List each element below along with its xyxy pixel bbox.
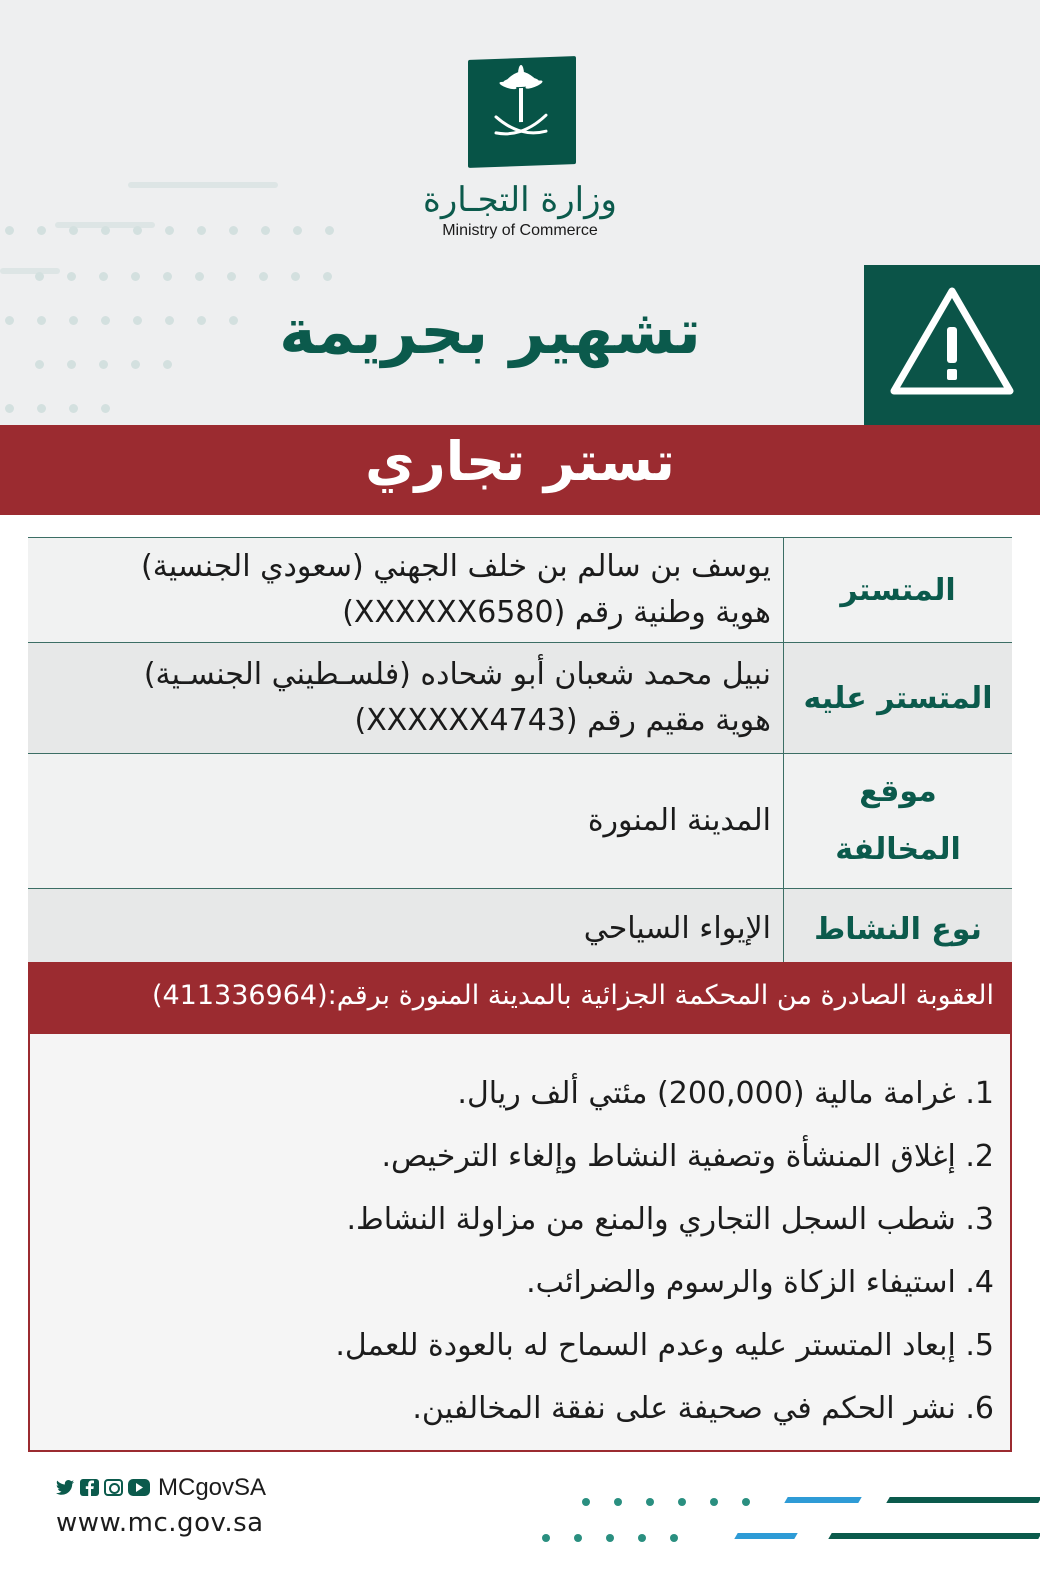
decor-dot [35, 272, 44, 281]
subtitle: تستر تجاري [365, 430, 675, 493]
decor-dot [131, 272, 140, 281]
social-handle[interactable]: MCgovSA [158, 1474, 267, 1501]
decor-dot [229, 316, 238, 325]
table-row [28, 889, 1012, 970]
decor-dot [165, 226, 174, 235]
decor-dot [99, 272, 108, 281]
decor-dot [99, 360, 108, 369]
list-item [30, 1125, 994, 1188]
list-item [30, 1377, 994, 1440]
decor-dot [293, 226, 302, 235]
decor-dot [163, 360, 172, 369]
row-value: الإيواء السياحي [28, 889, 784, 970]
decor-dot [69, 316, 78, 325]
decor-dot [291, 272, 300, 281]
page-title: تشهير بجريمة [279, 295, 701, 368]
decor-line [0, 268, 60, 274]
decor-dot [325, 226, 334, 235]
list-item [30, 1062, 994, 1125]
decor-dot [133, 316, 142, 325]
row-label: المتستر عليه [784, 643, 1013, 754]
item-text: إغلاق المنشأة وتصفية النشاط وإلغاء الترخيص. [381, 1139, 956, 1174]
ministry-logo [468, 56, 576, 168]
decor-dot [259, 272, 268, 281]
decor-line [128, 182, 278, 188]
decor-dot [131, 360, 140, 369]
decor-dot [69, 404, 78, 413]
item-text: غرامة مالية (200,000) مئتي ألف ريال. [457, 1076, 956, 1111]
ministry-name-en: Ministry of Commerce [442, 222, 598, 239]
value-line: نبيل محمد شعبان أبو شحاده (فلسـطيني الجنسـية) [143, 657, 771, 692]
decor-dot [69, 226, 78, 235]
info-table [28, 537, 1012, 970]
decor-dot [261, 226, 270, 235]
decor-dot [742, 1498, 750, 1506]
decor-line [734, 1533, 797, 1539]
header [0, 0, 1040, 425]
item-number: 3. [965, 1202, 994, 1237]
decor-dot [542, 1534, 550, 1542]
decor-dot [101, 404, 110, 413]
row-value [28, 538, 784, 643]
decor-dot [37, 404, 46, 413]
decor-dot [323, 272, 332, 281]
decor-dot [197, 226, 206, 235]
decor-dot [229, 226, 238, 235]
decor-dot [670, 1534, 678, 1542]
list-item [30, 1251, 994, 1314]
warning-triangle-icon [864, 265, 1040, 425]
decor-dot [646, 1498, 654, 1506]
decor-dot [67, 360, 76, 369]
decor-dot [163, 272, 172, 281]
item-number: 1. [965, 1076, 994, 1111]
decor-dot [197, 316, 206, 325]
row-value [28, 643, 784, 754]
table-row [28, 538, 1012, 643]
decor-dot [133, 226, 142, 235]
decor-dot [606, 1534, 614, 1542]
penalty-list [30, 1034, 1010, 1440]
youtube-icon[interactable] [128, 1479, 150, 1496]
decor-dot [5, 316, 14, 325]
item-text: إبعاد المتستر عليه وعدم السماح له بالعودة للعمل. [335, 1328, 956, 1363]
decor-dot [638, 1534, 646, 1542]
palm-swords-icon [468, 56, 576, 168]
item-text: شطب السجل التجاري والمنع من مزاولة النشاط. [346, 1202, 956, 1237]
decor-dot [101, 226, 110, 235]
decor-dot [5, 226, 14, 235]
row-value: المدينة المنورة [28, 754, 784, 889]
warning-box [864, 265, 1040, 425]
item-number: 6. [965, 1391, 994, 1426]
decor-dot [5, 404, 14, 413]
decor-dot [67, 272, 76, 281]
decor-dot [37, 316, 46, 325]
decor-dot [582, 1498, 590, 1506]
table-row [28, 754, 1012, 889]
list-item [30, 1314, 994, 1377]
item-text: استيفاء الزكاة والرسوم والضرائب. [526, 1265, 956, 1300]
twitter-icon[interactable] [56, 1479, 75, 1496]
penalty-heading: العقوبة الصادرة من المحكمة الجزائية بالمدينة المنورة برقم:(411336964) [28, 962, 1012, 1034]
label-line: المخالفة [835, 832, 961, 867]
item-number: 2. [965, 1139, 994, 1174]
value-line: هوية وطنية رقم (XXXXXX6580) [342, 595, 771, 630]
decor-dot [227, 272, 236, 281]
ministry-name-ar: وزارة التجـارة [423, 180, 617, 220]
decor-dot [195, 272, 204, 281]
decor-line [886, 1497, 1040, 1503]
website-url[interactable]: www.mc.gov.sa [56, 1508, 264, 1538]
row-label: نوع النشاط [784, 889, 1013, 970]
decor-dot [165, 316, 174, 325]
facebook-icon[interactable] [80, 1479, 99, 1496]
value-line: هوية مقيم رقم (XXXXXX4743) [354, 703, 771, 738]
decor-dot [37, 226, 46, 235]
instagram-icon[interactable] [104, 1479, 123, 1496]
decor-dot [678, 1498, 686, 1506]
item-text: نشر الحكم في صحيفة على نفقة المخالفين. [412, 1391, 956, 1426]
decor-dot [35, 360, 44, 369]
value-line: يوسف بن سالم بن خلف الجهني (سعودي الجنسية) [141, 549, 771, 584]
decor-line [828, 1533, 1040, 1539]
list-item [30, 1188, 994, 1251]
item-number: 4. [965, 1265, 994, 1300]
decor-dot [614, 1498, 622, 1506]
row-label: المتستر [784, 538, 1013, 643]
row-label [784, 754, 1013, 889]
label-line: موقع [859, 774, 937, 809]
decor-dot [710, 1498, 718, 1506]
item-number: 5. [965, 1328, 994, 1363]
decor-dot [101, 316, 110, 325]
penalty-list-box [28, 1034, 1012, 1452]
table-row [28, 643, 1012, 754]
decor-dot [574, 1534, 582, 1542]
decor-line [784, 1497, 861, 1503]
